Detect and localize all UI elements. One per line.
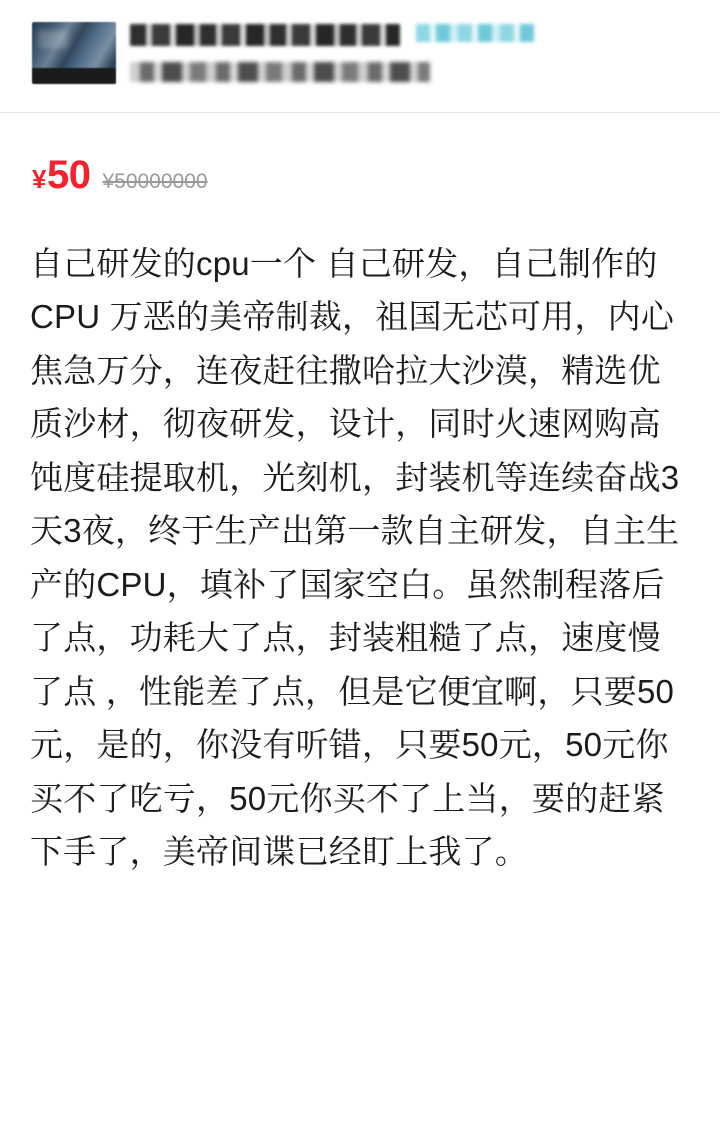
avatar[interactable]	[32, 22, 116, 84]
currency-symbol: ¥	[32, 164, 46, 194]
seller-subtitle-masked	[130, 62, 430, 82]
current-price-value: 50	[46, 153, 91, 197]
seller-header-row	[32, 22, 688, 96]
original-price: ¥50000000	[102, 170, 208, 193]
current-price	[32, 155, 90, 195]
seller-header	[0, 0, 720, 113]
seller-tag-masked	[416, 24, 534, 42]
listing-description: 自己研发的cpu一个 自己研发，自己制作的CPU 万恶的美帝制裁，祖国无芯可用，内心焦急万分，连夜赶往撒哈拉大沙漠，精选优质沙材，彻夜研发，设计，同时火速网购高饨度硅提取机，光刻机，封装机等连续奋战3天3夜，终于生产出第一款自主研发，自主生产的CPU，填补了国家空白。虽然制程落后了点，功耗大了点，封装粗糙了点，速度慢了点 ，性能差了点，但是它便宜啊，只要50元，是的，你没有听错，只要50元，50元你买不了吃亏，50元你买不了上当，要的赶紧下手了，美帝间谍已经盯上我了。	[30, 245, 680, 870]
seller-name-line	[130, 24, 688, 60]
seller-info	[130, 22, 688, 96]
seller-name-masked	[130, 24, 400, 46]
price-block	[0, 113, 720, 205]
